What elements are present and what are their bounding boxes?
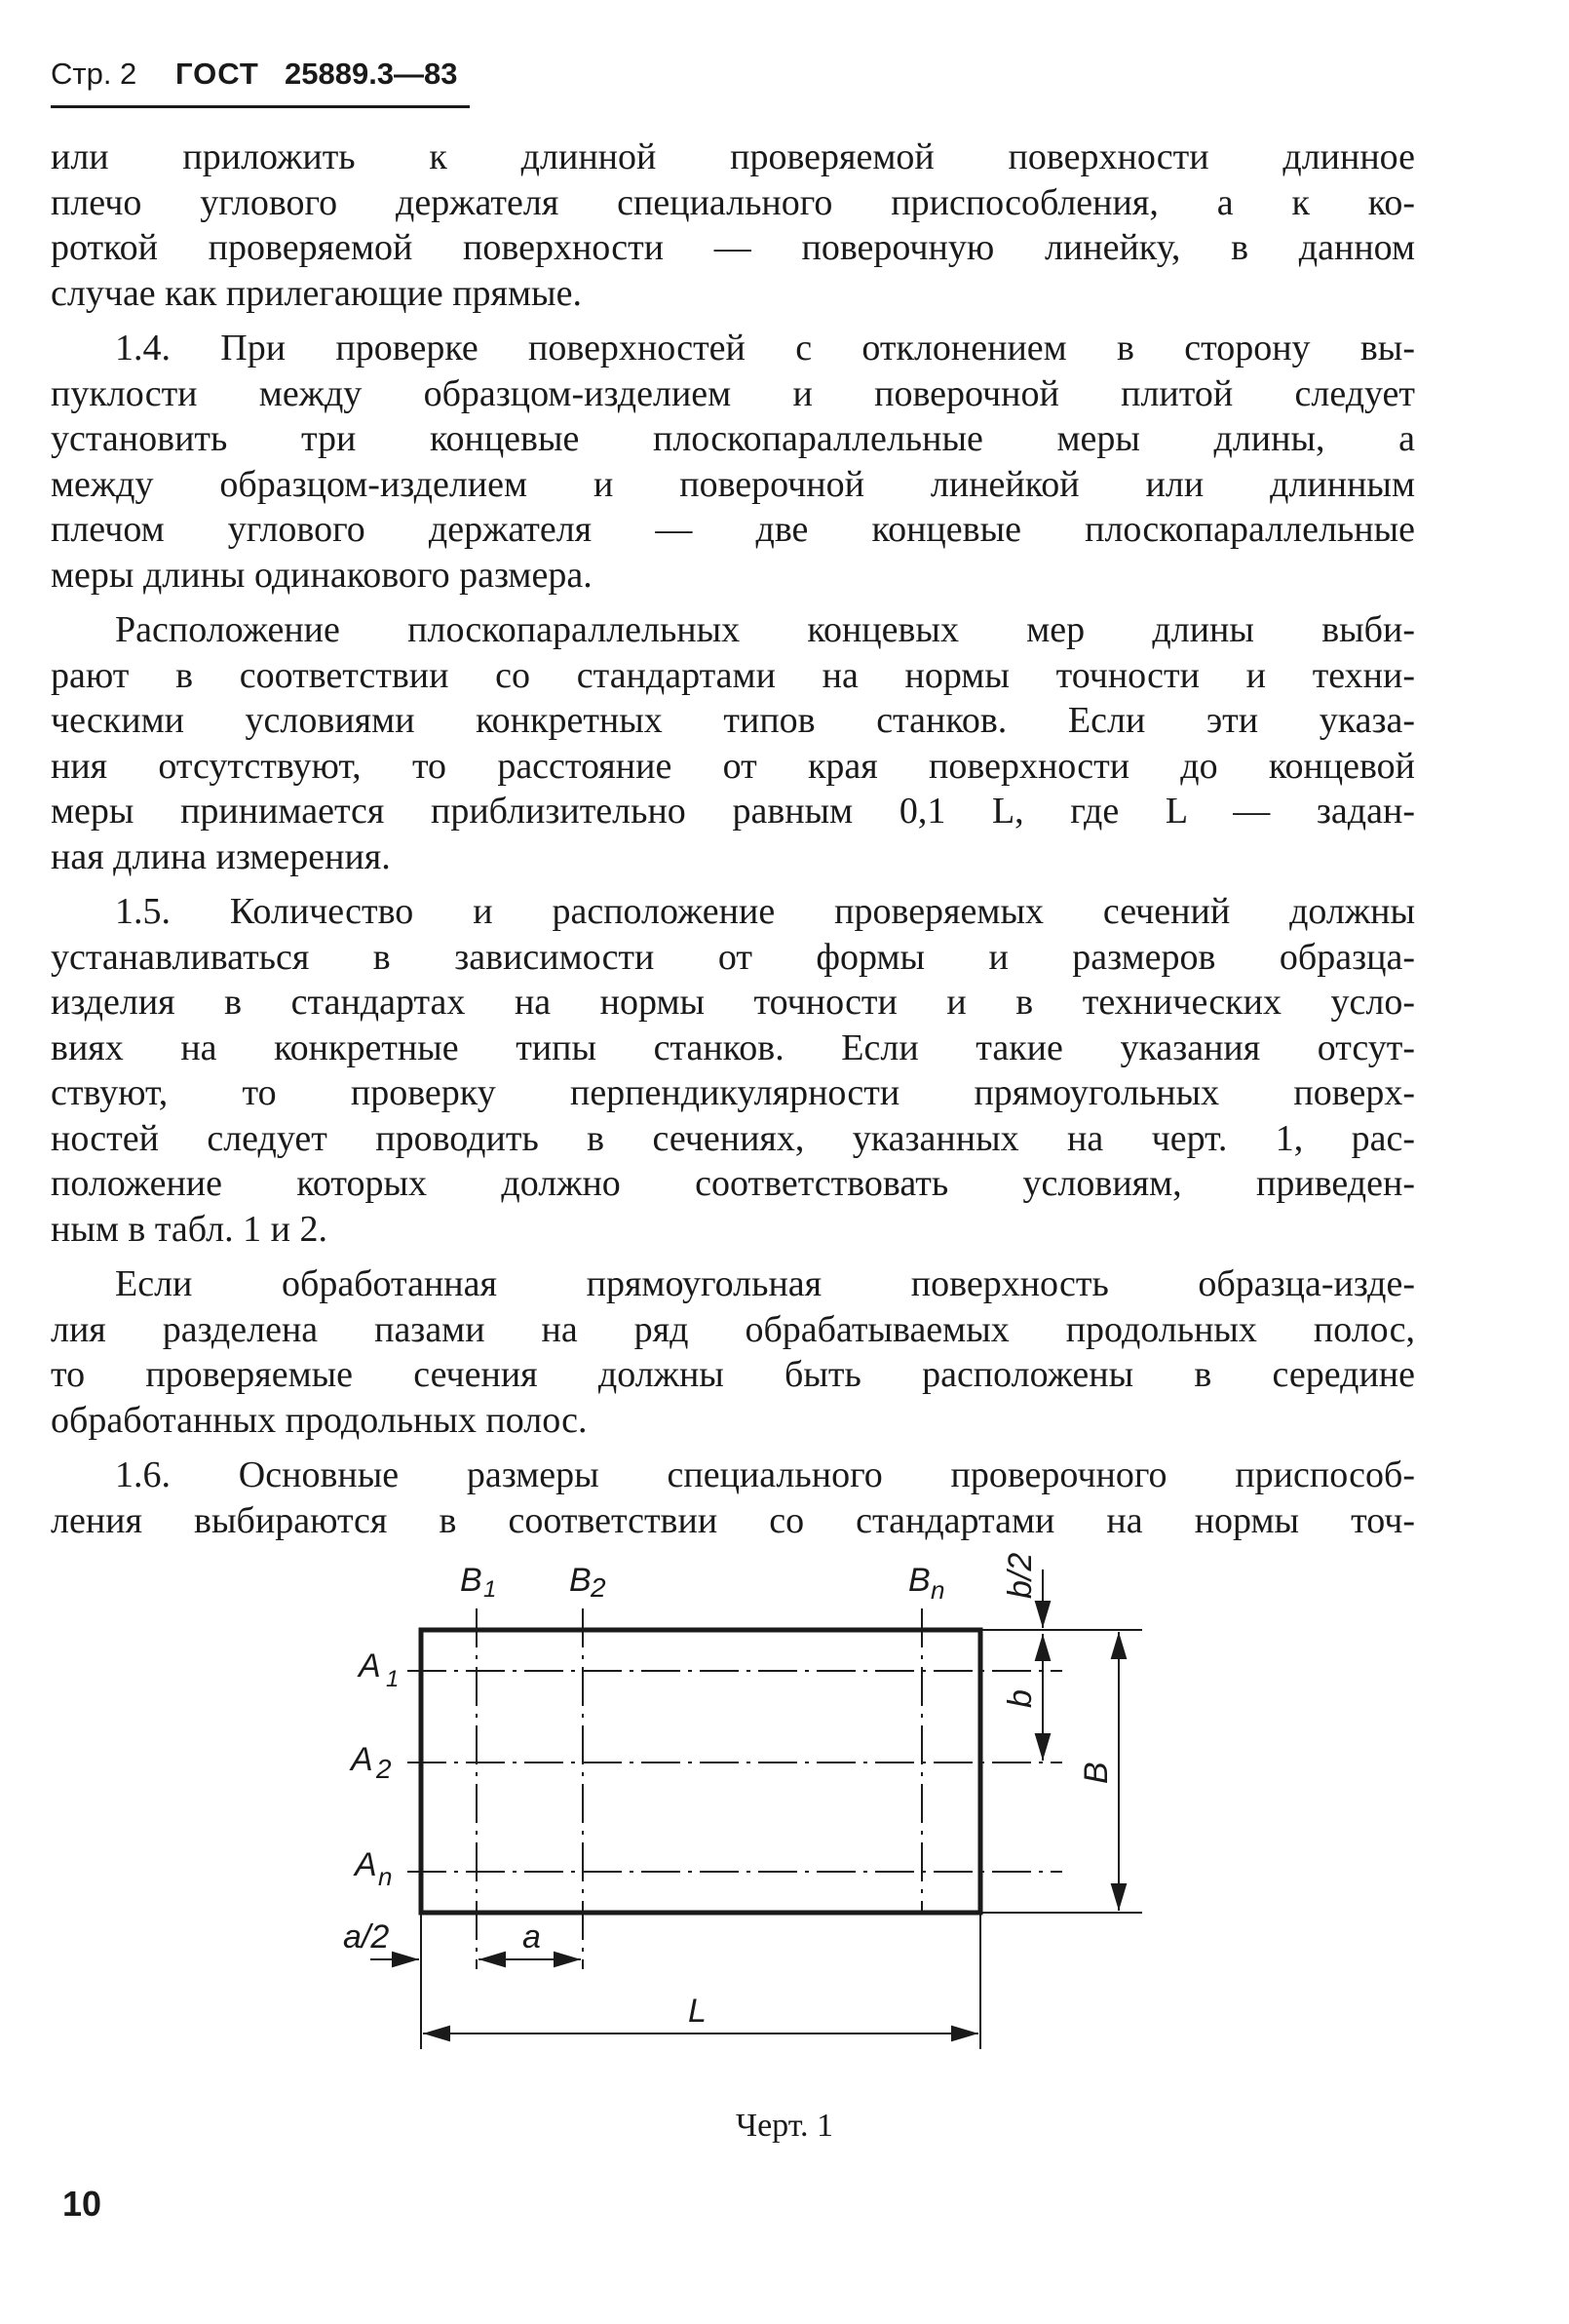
text-line: пуклости между образцом-изделием и поверочной плитой следует [51, 372, 1415, 414]
text-line: ностей следует проводить в сечениях, указанных на черт. 1, рас- [51, 1117, 1415, 1159]
header-gost: ГОСТ [175, 57, 259, 91]
label-a1: A [359, 1647, 381, 1685]
text-line: 1.4. При проверке поверхностей с отклонением в сторону вы- [115, 328, 1415, 368]
label-half-b: b/2 [1002, 1552, 1039, 1599]
figure-drawing [0, 1540, 1569, 2086]
text-line: Если обработанная прямоугольная поверхность образца-изде- [115, 1263, 1415, 1304]
label-a2: A [351, 1741, 373, 1778]
text-line: ления выбираются в соответствии со стандартами на нормы точ- [51, 1499, 1415, 1541]
text-line: между образцом-изделием и поверочной линейкой или длинным [51, 463, 1415, 505]
label-an: A [355, 1846, 377, 1883]
text-line: или приложить к длинной проверяемой поверхности длинное [51, 136, 1415, 177]
header-page-label: Стр. 2 [51, 57, 137, 91]
section-diagram [0, 1540, 1569, 2086]
figure-caption: Черт. 1 [735, 2108, 834, 2144]
text-line: то проверяемые сечения должны быть расположены в середине [51, 1354, 1415, 1395]
page-header [51, 51, 470, 108]
text-line: роткой проверяемой поверхности — поверочную линейку, в данном [51, 227, 1415, 268]
text-line: лия разделена пазами на ряд обрабатываемых продольных полос, [51, 1308, 1415, 1350]
text-line: 1.5. Количество и расположение проверяемых сечений должны [115, 891, 1415, 932]
text-line: изделия в стандартах на нормы точности и в технических усло- [51, 982, 1415, 1023]
label-b2: B [569, 1562, 592, 1599]
label-an-sub: n [378, 1862, 393, 1891]
text-line: ния отсутствуют, то расстояние от края поверхности до концевой [51, 745, 1415, 787]
text-line: Расположение плоскопараллельных концевых мер длины выби- [115, 609, 1415, 650]
label-b2-sub: 2 [591, 1572, 606, 1603]
label-b1-sub: 1 [483, 1576, 497, 1603]
text-line: рают в соответствии со стандартами на нормы точности и техни- [51, 654, 1415, 696]
label-half-a: a/2 [343, 1918, 390, 1956]
text-line: плечом углового держателя — две концевые плоскопараллельные [51, 509, 1415, 550]
text-line: установить три концевые плоскопараллельные меры длины, а [51, 418, 1415, 459]
workpiece-outline [421, 1630, 980, 1913]
label-b: b [1002, 1689, 1039, 1708]
label-a2-sub: 2 [376, 1754, 392, 1784]
header-standard-number: 25889.3—83 [285, 57, 458, 91]
text-line: ческими условиями конкретных типов станков. Если эти указа- [51, 700, 1415, 741]
text-line: меры длины одинакового размера. [51, 554, 593, 596]
page-number: 10 [62, 2184, 102, 2224]
label-a: a [522, 1918, 541, 1956]
text-line: 1.6. Основные размеры специального проверочного приспособ- [115, 1454, 1415, 1495]
text-line: меры принимается приблизительно равным 0,1 L, где L — задан- [51, 791, 1415, 832]
text-line: положение которых должно соответствовать условиям, приведен- [51, 1163, 1415, 1204]
text-line: обработанных продольных полос. [51, 1399, 588, 1441]
label-a1-sub: 1 [386, 1666, 400, 1692]
text-line: устанавливаться в зависимости от формы и размеров образца- [51, 936, 1415, 978]
text-line: ствуют, то проверку перпендикулярности прямоугольных поверх- [51, 1072, 1415, 1113]
label-L: L [688, 1993, 707, 2030]
label-bn-sub: n [931, 1575, 945, 1605]
text-line: случае как прилегающие прямые. [51, 272, 582, 314]
text-line: ная длина измерения. [51, 835, 391, 877]
document-body [51, 135, 1415, 1543]
label-B: B [1078, 1762, 1115, 1784]
label-bn: B [908, 1562, 931, 1599]
text-line: виях на конкретные типы станков. Если такие указания отсут- [51, 1026, 1415, 1068]
text-line: ным в табл. 1 и 2. [51, 1208, 327, 1250]
text-line: плечо углового держателя специального приспособления, а к ко- [51, 181, 1415, 223]
label-b1: B [460, 1562, 482, 1599]
